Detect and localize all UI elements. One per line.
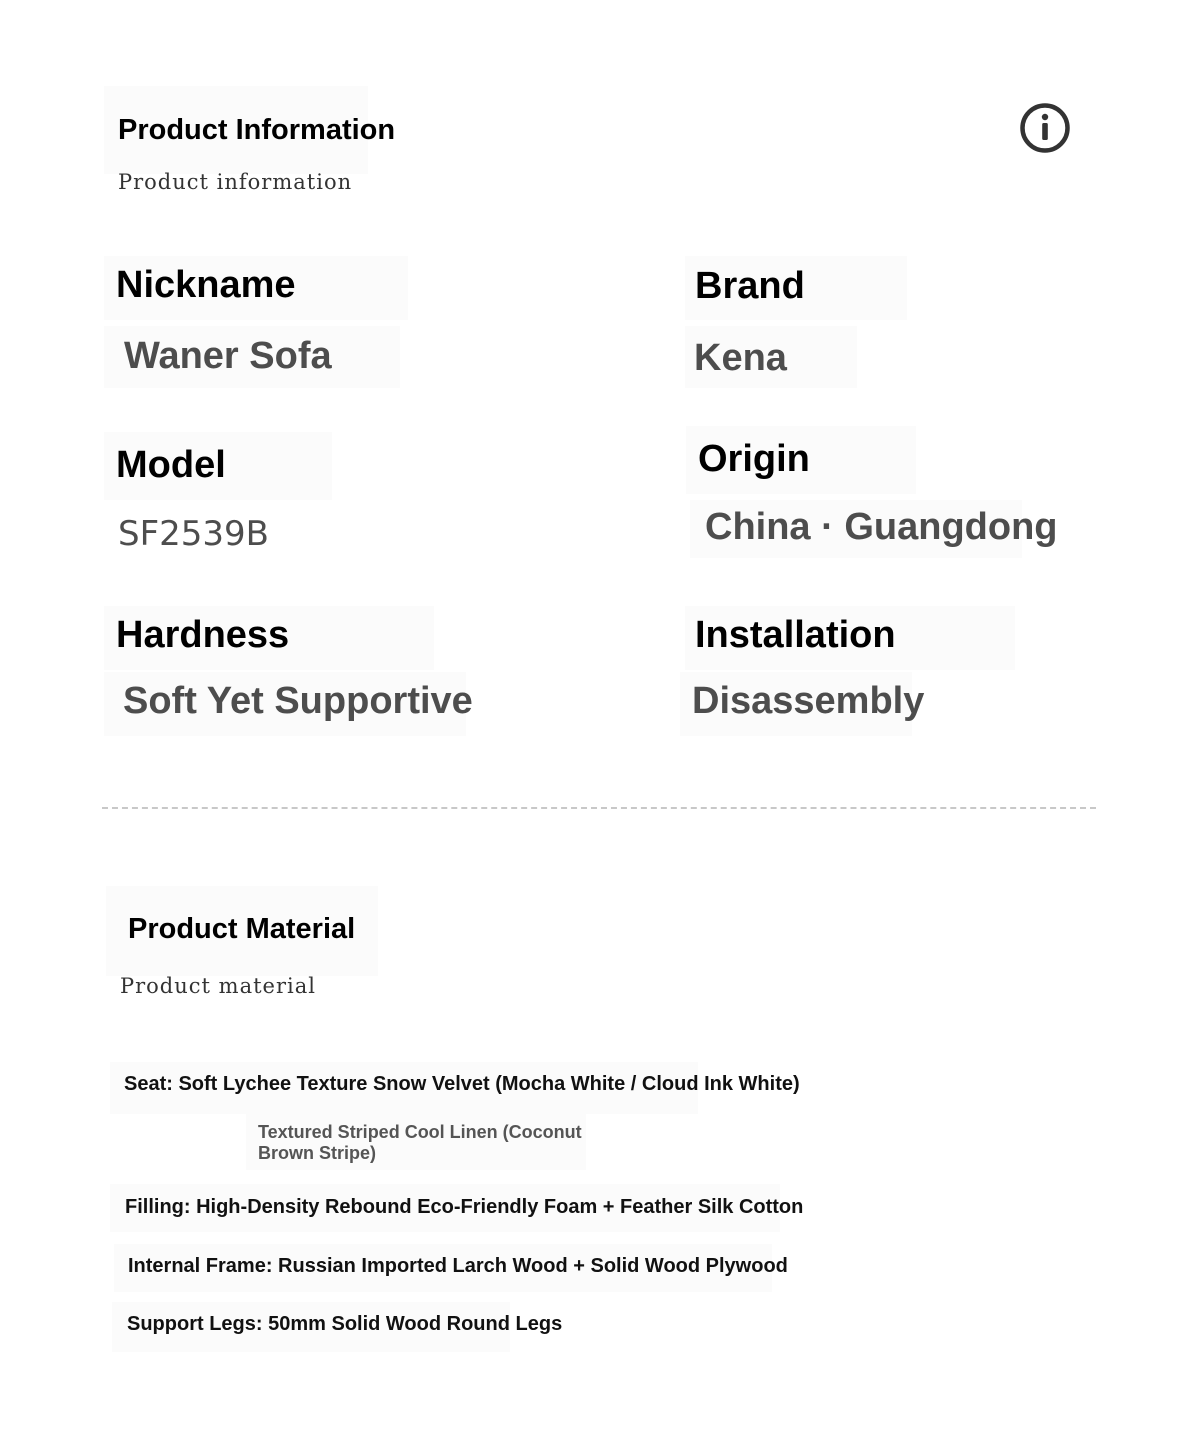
origin-label: Origin [698, 438, 810, 480]
nickname-value: Waner Sofa [124, 335, 332, 377]
material-seat: Seat: Soft Lychee Texture Snow Velvet (Mocha White / Cloud Ink White) [124, 1073, 800, 1095]
hardness-label: Hardness [116, 614, 290, 656]
installation-label: Installation [695, 614, 896, 656]
hardness-value: Soft Yet Supportive [123, 680, 473, 722]
material-seat-alt: Textured Striped Cool Linen (Coconut Brown Stripe) [258, 1122, 582, 1163]
brand-value: Kena [694, 337, 787, 379]
nickname-label: Nickname [116, 264, 296, 306]
brand-label: Brand [695, 265, 805, 307]
material-section-subtitle: Product material [120, 974, 316, 998]
info-section-subtitle: Product information [118, 170, 353, 194]
model-value: SF2539B [118, 514, 269, 554]
origin-value: China · Guangdong [705, 506, 1058, 548]
material-section-title: Product Material [128, 913, 356, 945]
info-section-title: Product Information [118, 114, 396, 146]
material-filling: Filling: High-Density Rebound Eco-Friendly Foam + Feather Silk Cotton [125, 1196, 804, 1218]
section-divider [102, 807, 1096, 809]
info-circle-icon [1019, 102, 1071, 154]
installation-value: Disassembly [692, 680, 925, 722]
material-legs: Support Legs: 50mm Solid Wood Round Legs [127, 1313, 563, 1335]
material-frame: Internal Frame: Russian Imported Larch Wood + Solid Wood Plywood [128, 1255, 788, 1277]
model-label: Model [116, 444, 226, 486]
